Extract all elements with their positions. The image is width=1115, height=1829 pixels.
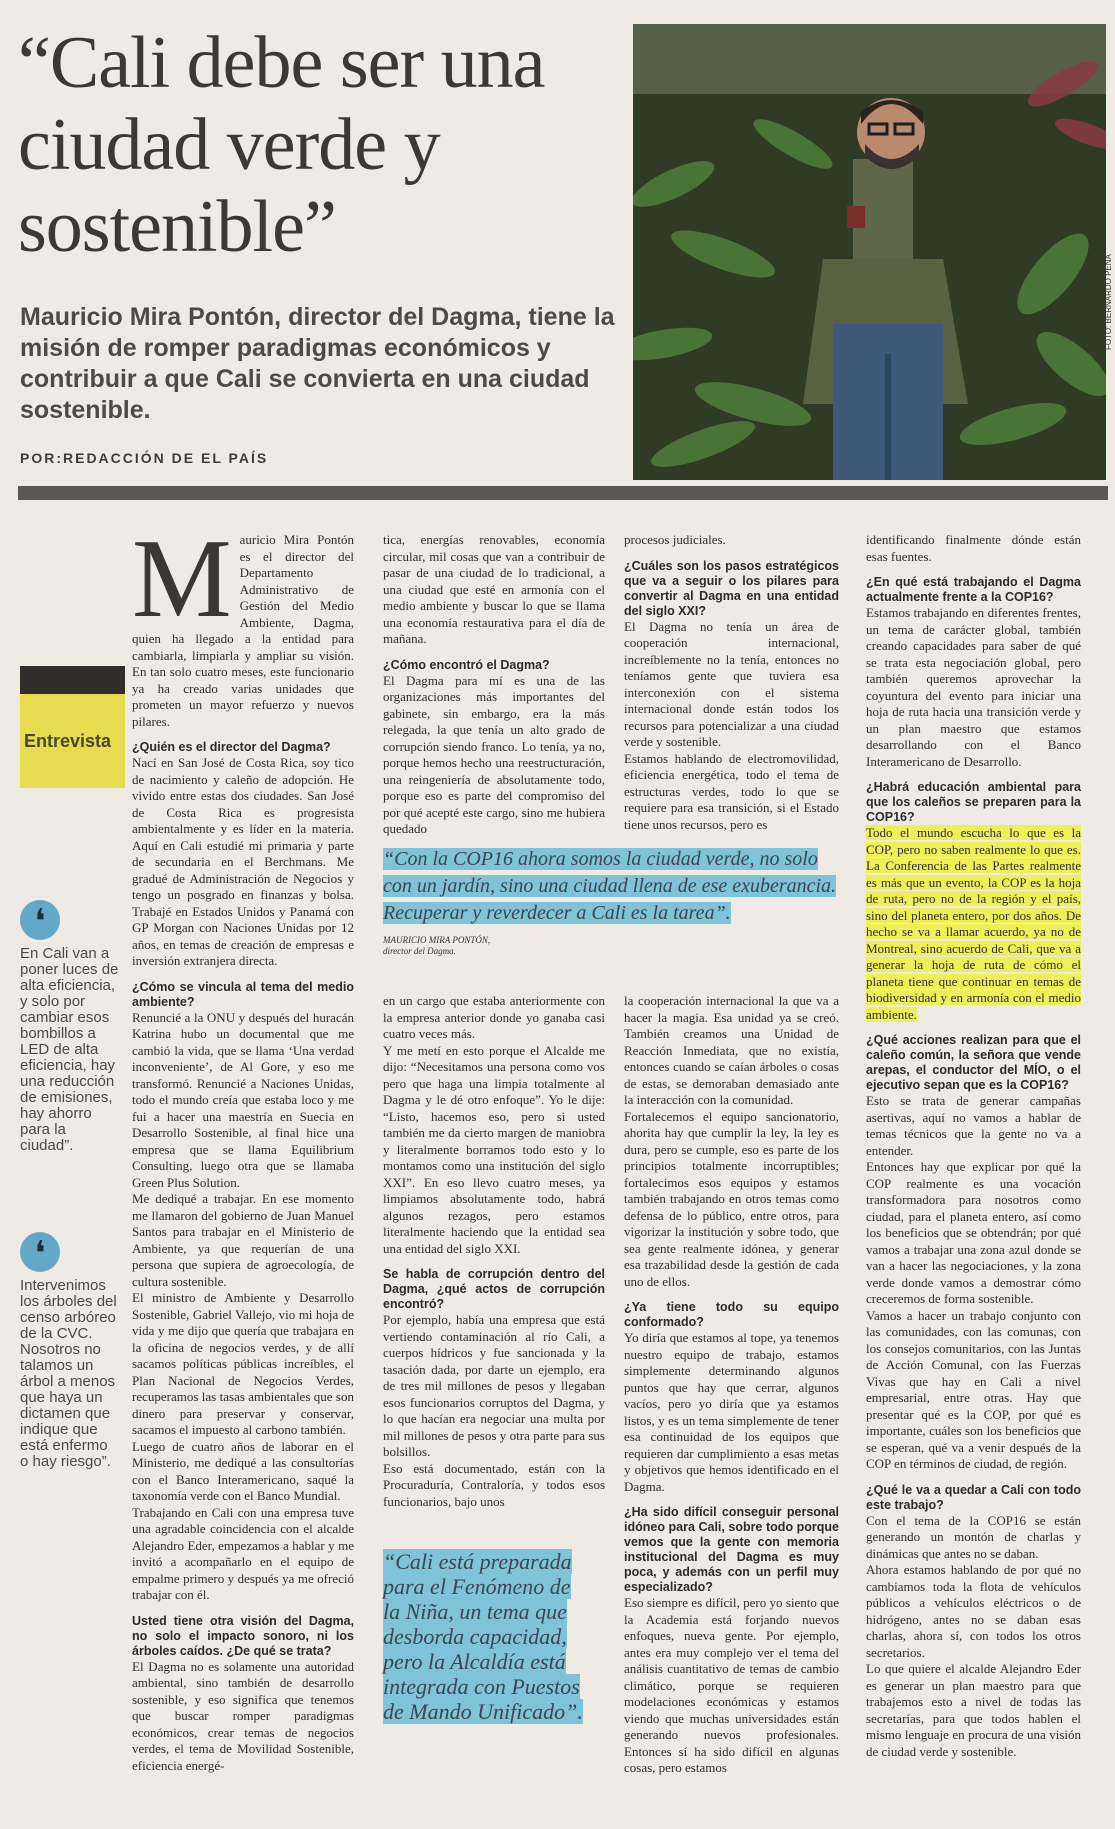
answer: Esto se trata de generar campañas asertivas, aquí no vamos a hablar de temas técnicos que la gente no va a entender. bbox=[866, 1093, 1081, 1158]
side-quote-1 bbox=[20, 900, 120, 1154]
answer: Yo diría que estamos al tope, ya tenemos nuestro equipo de trabajo, estamos simplemente determinando algunos puntos que hay que cerrar, algunos vacíos, pero yo diría que ya estamos listos, y es un tema simplemente de tener esa continuidad de los equipos que requieren dar cumplimiento a esas metas y objetivos que hemos identificado en el Dagma. bbox=[624, 1330, 839, 1494]
answer: Estamos trabajando en diferentes frentes, un tema de carácter global, también creando capacidades para saber de qué se trata esta negociación global, pero también queremos aprovechar la coyuntura del evento para iniciar una hoja de ruta hacia una transición verde y un plan maestro que estamos desarrollando con el Banco Interamericano de Desarrollo. bbox=[866, 605, 1081, 769]
highlighted-answer: Todo el mundo escucha lo que es la COP, pero no saben realmente lo que es. La Conferencia de las Partes realmente es más que un evento, la COP es la hoja de ruta, pero no de la región y el país, sino del planeta entero, por dos años. De hecho se va a llamar acuerdo, ya no de Montreal, sino acuerdo de Cali, que va a generar la hoja de ruta de cómo el planeta tiene que continuar en temas de biodiversidad y en armonía con el medio ambiente. bbox=[866, 825, 1081, 1022]
side-quote-text: Intervenimos los árboles del censo arbóreo de la CVC. Nosotros no talamos un árbol a menos que haya un dictamen que indique que está enfermo o hay riesgo”. bbox=[20, 1277, 117, 1470]
answer: procesos judiciales. bbox=[624, 532, 726, 547]
header-divider bbox=[18, 486, 1108, 500]
answer: Renuncié a la ONU y después del huracán Katrina hubo un documental que me cambió la vida, que se llama ‘Una verdad inconveniente’, de Al Gore, y eso me transformó. Renuncié a Naciones Unidas, todo el mundo creía que estaba loco y me fui a hacer una maestría en Suecia en Desarrollo Sostenible, al final hice una empresa que se llama Equilibrium Consulting, luego otra que se llamaba Green Plus Solution. bbox=[132, 1009, 354, 1190]
answer: Trabajando en Cali con una empresa tuve una agradable coincidencia con el alcalde Alejandro Eder, empezamos a hablar y me invitó a acompañarlo en el equipo de empalme primero y después ya me ofreció trabajar con él. bbox=[132, 1504, 354, 1602]
question: ¿Cómo se vincula al tema del medio ambiente? bbox=[132, 979, 354, 1009]
section-tag-label: Entrevista bbox=[24, 730, 112, 751]
answer: Con el tema de la COP16 se están generando un montón de charlas y dinámicas que antes no se daban. bbox=[866, 1512, 1081, 1561]
answer: El ministro de Ambiente y Desarrollo Sostenible, Gabriel Vallejo, vio mi hoja de vida y me dijo que quería que trabajara en la oficina de negocios verdes, y de allí sacamos políticas públicas increíbles, el Plan Nacional de Negocios Verdes, recuperamos las tasas ambientales que son dinero para preservar y conservar, sacamos el impuesto al carbono también. bbox=[132, 1290, 354, 1437]
deck: Mauricio Mira Pontón, director del Dagma, tiene la misión de romper paradigmas económicos y contribuir a que Cali se convierta en una ciudad sostenible. bbox=[20, 303, 615, 424]
section-tag-box bbox=[20, 694, 125, 788]
lead-paragraph: auricio Mira Pontón es el director del Departamento Administrativo de Gestión del Medio Ambiente, Dagma, quien ha llegado a la entidad para cambiarla, limpiarla y ampliar su visión. En tan solo cuatro meses, este funcionario ya ha creado varias unidades que prometen un mayor refuerzo y nuevos pilares. bbox=[132, 532, 354, 729]
question: ¿Quién es el director del Dagma? bbox=[132, 740, 331, 754]
question: ¿Habrá educación ambiental para que los caleños se preparen para la COP16? bbox=[866, 780, 1081, 824]
pull-quote-2 bbox=[383, 1549, 593, 1724]
pull-quote-text: “Cali está preparada para el Fenómeno de la Niña, un tema que desborda capacidad, pero la Alcaldía está integrada con Puestos de Mando Unificado”. bbox=[383, 1549, 583, 1724]
answer: la cooperación internacional la que va a hacer la magia. Esa unidad ya se creó. También creamos una Unidad de Reacción Inmediata, que no existía, entonces cuando se caían árboles o cosas de estas, se demoraban demasiado ante la interacción con la comunidad. bbox=[624, 993, 839, 1107]
section-tag-bar bbox=[20, 666, 125, 694]
quote-icon: ❛ bbox=[20, 900, 60, 940]
answer: Vamos a hacer un trabajo conjunto con las comunidades, con las comunas, con los consejos comunitarios, con las Juntas de Acción Comunal, con las Fuerzas Vivas que hay en Cali a nivel empresarial, entre otras. Hay que presentar qué es la COP, por qué es importante, cuáles son los beneficios que se esperan, qué va a venir después de la COP en términos de ciudad, de región. bbox=[866, 1307, 1081, 1471]
answer: El Dagma no es solamente una autoridad ambiental, sino también de desarrollo sostenible, y eso significa que tenemos que buscar romper paradigmas económicos, crear temas de negocios verdes, el tema de Movilidad Sostenible, eficiencia energé- bbox=[132, 1658, 354, 1773]
answer: Me dediqué a trabajar. En ese momento me llamaron del gobierno de Juan Manuel Santos para trabajar en el Ministerio de Ambiente, ya que requerían de una persona que supiera de agroecología, de cultura sostenible. bbox=[132, 1191, 354, 1289]
article-column-3-bottom bbox=[624, 993, 839, 1777]
pull-quote-text: “Con la COP16 ahora somos la ciudad verde, no solo con un jardín, sino una ciudad llena de ese exuberancia. Recuperar y reverdecer a Cali es la tarea”. bbox=[383, 848, 837, 924]
answer: Nací en San José de Costa Rica, soy tico de nacimiento y caleño de adopción. He vivido entre estas dos ciudades. San José de Costa Rica es progresista ambientalmente y es líder en la materia. Aquí en Cali estudié mi primaria y parte de secundaria en el Berchmans. Me gradué de Administración de Negocios y tengo un posgrado en finanzas y bolsa. Trabajé en Estados Unidos y Panamá con GP Morgan con Naciones Unidas por 12 años, en temas de creación de empresas e inversión extranjera directa. bbox=[132, 755, 354, 968]
answer: Eso siempre es difícil, pero yo siento que la Academia está forjando nuevos enfoques, nueva gente. Por ejemplo, antes era muy complejo ver el tema del análisis cuantitativo de temas de cambio climático, porque se requieren modelaciones económicas y estamos viendo que muchas universidades están generando nuevos profesionales. Entonces sí ha sido difícil en algunas cosas, pero estamos bbox=[624, 1595, 839, 1775]
quote-icon: ❛ bbox=[20, 1232, 60, 1272]
portrait-photo bbox=[633, 24, 1106, 480]
answer: Fortalecemos el equipo sancionatorio, ahorita hay que cumplir la ley, la ley es dura, pero se cumple, eso es parte de los principios totalmente incorruptibles; fortalecimos esos equipos y estamos también trabajando en otros temas como defensa de lo público, entre otros, para vigorizar la institución y sobre todo, que sea gente realmente idónea, y generar esa trazabilidad desde la gestión de cada uno de ellos. bbox=[624, 1108, 839, 1289]
answer: Lo que quiere el alcalde Alejandro Eder es generar un plan maestro para que trabajemos esto a nivel de todas las secretarías, para que todos hablen el mismo lenguaje en procura de una visión de ciudad verde y sostenible. bbox=[866, 1661, 1081, 1759]
byline: POR:REDACCIÓN DE EL PAÍS bbox=[20, 450, 269, 466]
article-column-4 bbox=[866, 532, 1081, 1760]
attribution-name: MAURICIO MIRA PONTÓN, bbox=[383, 935, 491, 945]
answer: El Dagma no tenía un área de cooperación internacional, increíblemente no la tenía, entonces no teníamos gente que tuviera esa interconexión con el sistema internacional donde están todos los recursos para potencializar a una ciudad verde y sostenible. bbox=[624, 618, 839, 749]
answer: Luego de cuatro años de laborar en el Ministerio, me dediqué a las consultorías con el Banco Interamericano, saqué la taxonomía verde con el Banco Mundial. bbox=[132, 1438, 354, 1503]
article-column-3-top bbox=[624, 532, 839, 833]
drop-cap: M bbox=[132, 517, 232, 641]
question: Se habla de corrupción dentro del Dagma, ¿qué actos de corrupción encontró? bbox=[383, 1267, 605, 1311]
answer: Por ejemplo, había una empresa que está vertiendo contaminación al río Cali, a cuerpos hídricos y fue sancionada y la tasación dada, por darte un ejemplo, era de tres mil millones de pesos y llegaban esos funcionarios corruptos del Dagma, y lo que hacían era negociar una multa por mil millones de pesos y otra parte para sus bolsillos. bbox=[383, 1312, 605, 1459]
attribution-role: director del Dagma. bbox=[383, 946, 456, 956]
question: ¿Cuáles son los pasos estratégicos que va a seguir o los pilares para convertir al Dagma en una entidad del siglo XXI? bbox=[624, 558, 839, 618]
article-column-2-top bbox=[383, 532, 605, 838]
side-quote-text: En Cali van a poner luces de alta eficiencia, y solo por cambiar esos bombillos a LED de alta eficiencia, hay una reducción de emisiones, hay ahorro para la ciudad”. bbox=[20, 945, 119, 1154]
question: ¿Ya tiene todo su equipo conformado? bbox=[624, 1300, 839, 1329]
portrait-illustration bbox=[633, 24, 1106, 480]
answer: Entonces hay que explicar por qué la COP realmente es una vocación transformadora para nosotros como ciudad, para el planeta entero, así como los beneficios que se obtendrán; por qué vamos a trabajar una zona azul donde se van a hacer las negociaciones, y la zona verde donde vamos a demostrar cómo creceremos de forma sostenible. bbox=[866, 1159, 1081, 1306]
answer: Y me metí en esto porque el Alcalde me dijo: “Necesitamos una persona como vos pero que haga una limpia totalmente al Dagma y le dé otro enfoque”. Yo le dije: “Listo, hacemos eso, pero si usted también me da cierto margen de maniobra y literalmente borramos todo esto y lo montamos como una institución del siglo XXI”. En eso llevo cuatro meses, ya limpiamos absolutamente todo, habrá algunos rezagos, pero estamos literalmente haciendo que la entidad sea una entidad del siglo XXI. bbox=[383, 1042, 605, 1256]
photo-credit: FOTO: BERNARDO PEÑA bbox=[1104, 254, 1113, 350]
answer: Estamos hablando de electromovilidad, eficiencia energética, todo el tema de estructuras verdes, todo lo que se requiere para esa transición, si el Estado tiene unos recursos, pero es bbox=[624, 750, 839, 832]
pull-quote-1 bbox=[383, 846, 843, 957]
question: ¿Cómo encontró el Dagma? bbox=[383, 657, 550, 672]
question: ¿Qué acciones realizan para que el caleño común, la señora que vende arepas, el conductor del MÍO, o el ejecutivo sepan que es la COP16? bbox=[866, 1033, 1081, 1092]
section-tag bbox=[20, 666, 125, 788]
answer: Ahora estamos hablando de por qué no cambiamos toda la flota de vehículos públicos a vehículos eléctricos o de hidrógeno, antes no se daban esas charlas, ahora sí, con todos los otros secretarios. bbox=[866, 1562, 1081, 1660]
answer: El Dagma para mí es una de las organizaciones más importantes del gabinete, sin embargo, era la más relegada, la que tenía un alto grado de corrupción siendo franco. Lo tenía, ya no, porque hemos hecho una reestructuración, una reingeniería de absolutamente todo, porque eso es parte del compromiso del por qué acepté este cargo, sino me hubiera quedado bbox=[383, 672, 605, 836]
answer: tica, energías renovables, economía circular, mil cosas que van a contribuir de pasar de una ciudad de lo tradicional, a una ciudad que esté en armonía con el medio ambiente y buscar lo que se llama una economía restaurativa para el día de mañana. bbox=[383, 532, 605, 646]
article-column-1 bbox=[132, 517, 354, 1774]
question: Usted tiene otra visión del Dagma, no solo el impacto sonoro, ni los árboles caídos. ¿De qué se trata? bbox=[132, 1613, 354, 1658]
article-column-2-bottom bbox=[383, 993, 605, 1510]
question: ¿Ha sido difícil conseguir personal idóneo para Cali, sobre todo porque vemos que la gente con memoria institucional del Dagma es muy poca, y además con un perfil muy especializado? bbox=[624, 1505, 839, 1594]
question: ¿En qué está trabajando el Dagma actualmente frente a la COP16? bbox=[866, 575, 1081, 604]
question: ¿Qué le va a quedar a Cali con todo este trabajo? bbox=[866, 1482, 1081, 1512]
answer: identificando finalmente dónde están esas fuentes. bbox=[866, 532, 1081, 564]
side-quote-2 bbox=[20, 1232, 120, 1470]
answer: en un cargo que estaba anteriormente con la empresa anterior donde yo ganaba casi cuatro veces más. bbox=[383, 993, 605, 1041]
pull-quote-attribution bbox=[383, 935, 843, 957]
headline: “Cali debe ser una ciudad verde y sostenible” bbox=[18, 22, 545, 268]
answer: Eso está documentado, están con la Procuraduría, Contraloría, y todos esos funcionarios, bajo unos bbox=[383, 1460, 605, 1509]
